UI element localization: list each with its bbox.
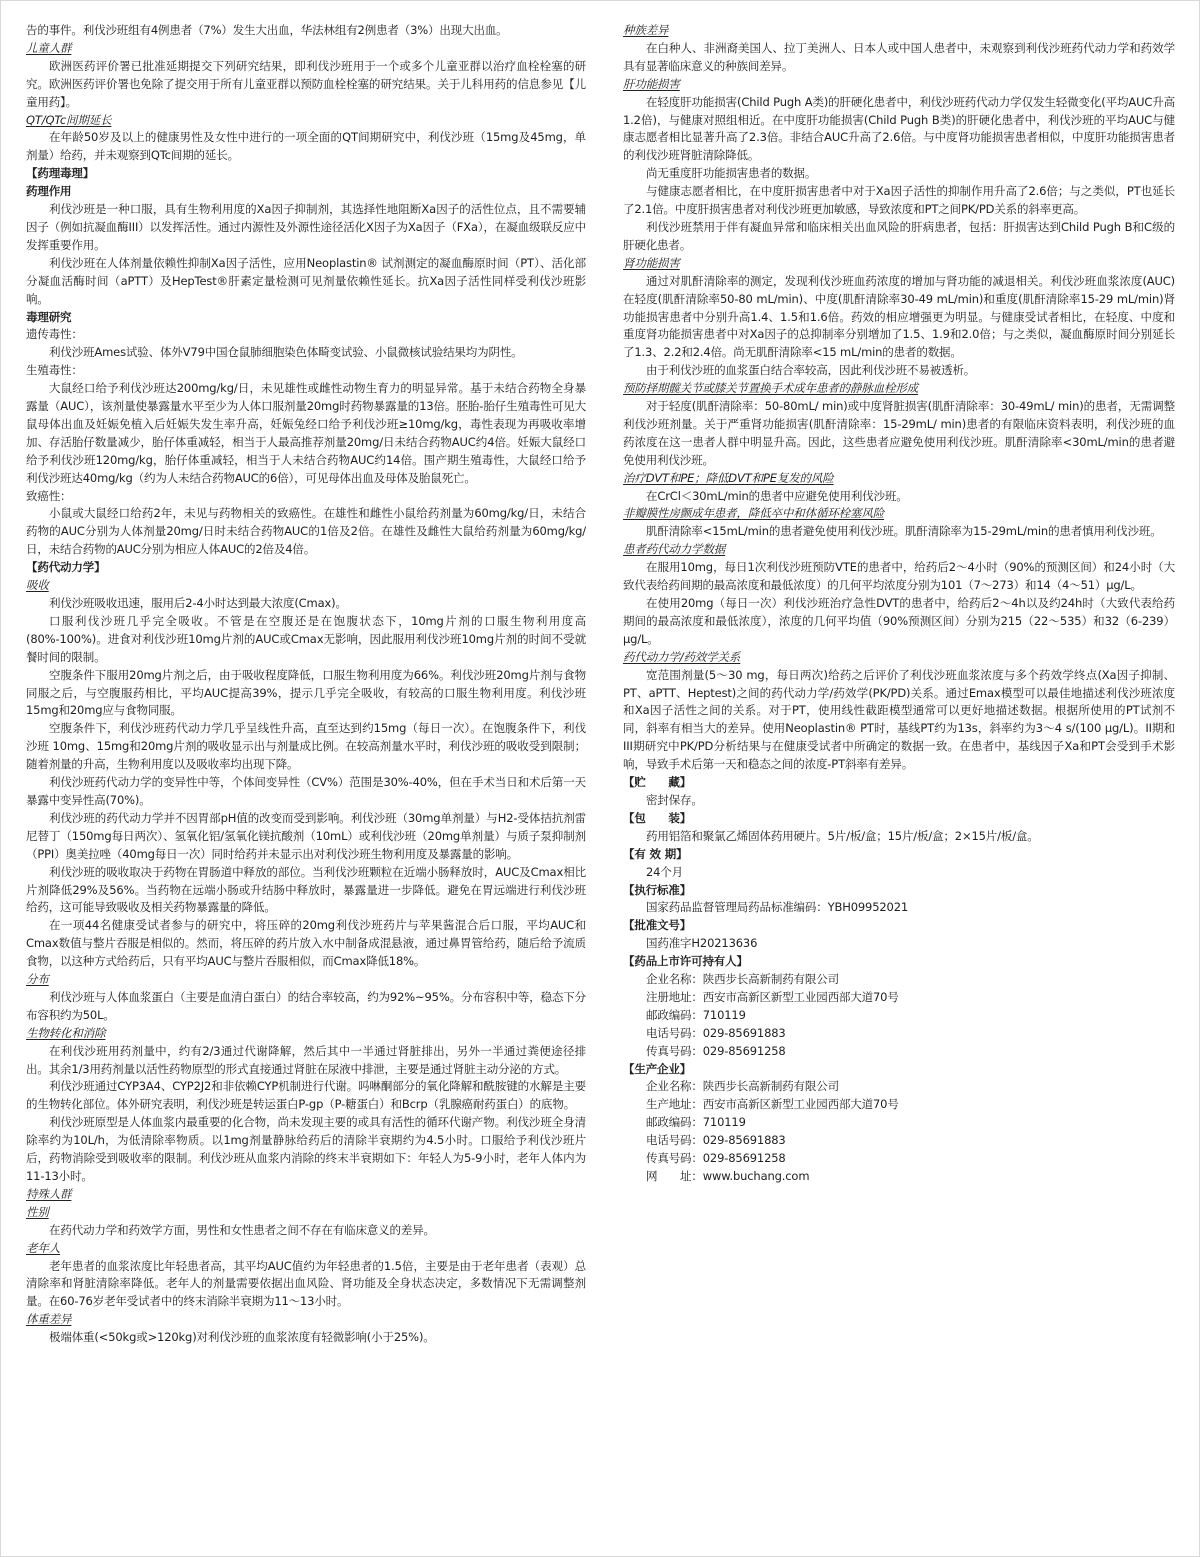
paragraph: 空腹条件下，利伐沙班药代动力学几乎呈线性升高，直至达到约15mg（每日一次）。在饱腹条件下，利伐沙班 10mg、15mg和20mg片剂的吸收显示出与剂量成比例。在较高剂量水平时，利伐沙班的吸收受到限制；随着剂量的升高，生物利用度以及吸收率均出现下降。	[26, 721, 586, 772]
paragraph: 利伐沙班通过CYP3A4、CYP2J2和非依赖CYP机制进行代谢。吗啉酮部分的氧化降解和酰胺键的水解是主要的生物转化部位。体外研究表明，利伐沙班是转运蛋白P-gp（P-糖蛋白）和Bcrp（乳腺癌耐药蛋白）的底物。	[26, 1079, 586, 1112]
section-heading: 【执行标准】	[623, 882, 692, 897]
subsection-heading: 吸收	[26, 578, 49, 593]
paragraph: 利伐沙班原型是人体血浆内最重要的化合物，尚未发现主要的或具有活性的循环代谢产物。利伐沙班全身清除率约为10L/h，为低清除率物质。以1mg剂量静脉给药后的清除半衰期约为4.5小时。口服给予利伐沙班片后，药物消除受到吸收率的限制。利伐沙班从血浆内消除的终末半衰期如下：年轻人为5-9小时，老年人体内为11-13小时。	[26, 1115, 586, 1183]
section-heading: 【批准文号】	[623, 918, 692, 933]
section-heading: 【药代动力学】	[26, 560, 106, 575]
section-heading: 药理作用	[26, 184, 72, 199]
paragraph: 邮政编码：710119	[646, 1115, 746, 1130]
paragraph: 药用铝箔和聚氯乙烯固体药用硬片。5片/板/盒；15片/板/盒；2×15片/板/盒。	[646, 828, 1039, 843]
sub-label: 致癌性：	[26, 488, 72, 503]
subsection-heading: 肾功能损害	[623, 255, 680, 270]
paragraph: 邮政编码：710119	[646, 1007, 746, 1022]
subsection-heading: 性别	[26, 1204, 49, 1219]
paragraph: 利伐沙班的吸收取决于药物在胃肠道中释放的部位。当利伐沙班颗粒在近端小肠释放时，AUC及Cmax相比片剂降低29%及56%。当药物在远端小肠或升结肠中释放时，暴露量进一步降低。避免在胃远端进行利伐沙班给药，这可能导致吸收及相关药物暴露量的降低。	[26, 864, 586, 915]
paragraph: 国药准字H20213636	[646, 936, 758, 951]
section-heading: 【生产企业】	[623, 1061, 692, 1076]
paragraph: 传真号码：029-85691258	[646, 1043, 786, 1058]
subsection-heading: 分布	[26, 972, 49, 987]
subsection-heading: 肝功能损害	[623, 76, 680, 91]
subsection-heading: 生物转化和消除	[26, 1025, 106, 1040]
paragraph: 尚无重度肝功能损害患者的数据。	[646, 166, 817, 181]
paragraph: 欧洲医药评价署已批准延期提交下列研究结果，即利伐沙班用于一个或多个儿童亚群以治疗血栓栓塞的研究。欧洲医药评价署也免除了提交用于所有儿童亚群以预防血栓栓塞的研究结果。关于儿科用药的信息参见【儿童用药】。	[26, 58, 586, 109]
paragraph: 24个月	[646, 864, 684, 879]
section-heading: 【有 效 期】	[623, 846, 688, 861]
paragraph: 电话号码：029-85691883	[646, 1025, 786, 1040]
paragraph: 利伐沙班是一种口服，具有生物利用度的Xa因子抑制剂，其选择性地阻断Xa因子的活性位点，且不需要辅因子（例如抗凝血酶III）以发挥活性。通过内源性及外源性途径活化X因子为Xa因子（FXa），在凝血级联反应中发挥重要作用。	[26, 202, 586, 252]
sub-label: 遗传毒性：	[26, 327, 83, 342]
paragraph: 密封保存。	[646, 792, 703, 807]
paragraph: 在CrCl＜30mL/min的患者中应避免使用利伐沙班。	[646, 488, 908, 503]
paragraph: 利伐沙班与人体血浆蛋白（主要是血清白蛋白）的结合率较高，约为92%~95%。分布容积中等，稳态下分布容积约为50L。	[26, 989, 586, 1022]
paragraph: 口服利伐沙班几乎完全吸收。不管是在空腹还是在饱腹状态下，10mg片剂的口服生物利用度高(80%-100%)。进食对利伐沙班10mg片剂的AUC或Cmax无影响，因此服用利伐沙班10mg片剂的时间不受就餐时间的限制。	[26, 613, 586, 664]
paragraph: 通过对肌酐清除率的测定，发现利伐沙班血药浓度的增加与肾功能的减退相关。利伐沙班血浆浓度(AUC)在轻度(肌酐清除率50-80 mL/min)、中度(肌酐清除率30-49 mL/min)和重度(肌酐清除率15-29 mL/min)肾功能损害患者中分别升高1.4、1.5和1.6倍。药效的相应增强更为明显。与健康受试者相比，在轻度、中度和重度肾功能损害患者中对Xa因子的总抑制率分别增加了1.5、1.9和2.0倍；与之类似，凝血酶原时间分别延长了1.3、2.2和2.4倍。尚无肌酐清除率<15 mL/min的患者的数据。	[623, 273, 1175, 360]
paragraph: 利伐沙班吸收迅速，服用后2-4小时达到最大浓度(Cmax)。	[49, 596, 347, 610]
subsection-heading: 老年人	[26, 1240, 61, 1255]
subsection-heading: QT/QTc间期延长	[26, 112, 112, 127]
section-heading: 【药品上市许可持有人】	[623, 954, 748, 969]
paragraph: 与健康志愿者相比，在中度肝损害患者中对于Xa因子活性的抑制作用升高了2.6倍；与之类似，PT也延长了2.1倍。中度肝损害患者对利伐沙班更加敏感，导致浓度和PT之间PK/PD关系的斜率更高。	[623, 184, 1175, 217]
section-heading: 【药理毒理】	[26, 166, 95, 181]
paragraph: 注册地址：西安市高新区新型工业园西部大道70号	[646, 989, 899, 1004]
paragraph: 在利伐沙班用药剂量中，约有2/3通过代谢降解，然后其中一半通过肾脏排出，另外一半通过粪便途径排出。其余1/3用药剂量以活性药物原型的形式直接通过肾脏在尿液中排泄，主要是通过肾脏主动分泌的方式。	[26, 1043, 586, 1076]
paragraph: 在服用10mg，每日1次利伐沙班预防VTE的患者中，给药后2～4小时（90%的预测区间）和24小时（大致代表给药间期的最高浓度和最低浓度）的几何平均浓度分别为101（7～273）和14（4～51）μg/L。	[623, 560, 1175, 593]
subsection-heading: 特殊人群	[26, 1186, 72, 1201]
subsection-heading: 治疗DVT和PE；降低DVT和PE复发的风险	[623, 470, 834, 485]
paragraph: 肌酐清除率<15mL/min的患者避免使用利伐沙班。肌酐清除率为15-29mL/min的患者慎用利伐沙班。	[646, 524, 1162, 539]
subsection-heading: 种族差异	[623, 23, 669, 37]
paragraph: 国家药品监督管理局药品标准编码：YBH09952021	[646, 900, 909, 915]
paragraph: 在年龄50岁及以上的健康男性及女性中进行的一项全面的QT间期研究中，利伐沙班（15mg及45mg，单剂量）给药，并未观察到QTc间期的延长。	[26, 130, 586, 163]
paragraph: 大鼠经口给予利伐沙班达200mg/kg/日，未见雄性或雌性动物生育力的明显异常。基于未结合药物全身暴露量（AUC），该剂量使暴露量水平至少为人体口服剂量20mg时药物暴露量的13倍。胚胎-胎仔生殖毒性可见大鼠母体出血及妊娠免植入后妊娠失发生率升高，妊娠兔经口给予利伐沙班≥10mg/kg，毒性表现为再吸收率增加、存活胎仔数量减少，胎仔体重减轻，相当于人最高推荐剂量20mg/日未结合药物AUC约4倍。妊娠大鼠经口给予利伐沙班120mg/kg，胎仔体重减轻，相当于人未结合药物AUC约14倍。围产期生殖毒性，大鼠经口给予利伐沙班达40mg/kg（约为人未结合药物AUC的6倍），可见母体出血及母体及胎鼠死亡。	[26, 381, 586, 485]
sub-label: 生殖毒性：	[26, 363, 83, 378]
paragraph: 企业名称：陕西步长高新制药有限公司	[646, 1079, 839, 1094]
section-heading: 毒理研究	[26, 309, 72, 324]
paragraph: 利伐沙班在人体剂量依赖性抑制Xa因子活性，应用Neoplastin® 试剂测定的凝血酶原时间（PT）、活化部分凝血活酶时间（aPTT）及HepTest®肝素定量检测可见剂量依赖性延长。抗Xa因子活性同样受利伐沙班影响。	[26, 255, 586, 306]
subsection-heading: 药代动力学/药效学关系	[623, 649, 741, 664]
subsection-heading: 非瓣膜性房颤成年患者，降低卒中和体循环栓塞风险	[623, 506, 885, 521]
paragraph: 在白种人、非洲裔美国人、拉丁美洲人、日本人或中国人患者中，未观察到利伐沙班药代动力学和药效学具有显著临床意义的种族间差异。	[623, 40, 1175, 73]
paragraph: 利伐沙班的药代动力学并不因胃部pH值的改变而受到影响。利伐沙班（30mg单剂量）与H2-受体拮抗剂雷尼替丁（150mg每日两次）、氢氧化铝/氢氧化镁抗酸剂（10mL）或利伐沙班（20mg单剂量）与质子泵抑制剂（PPI）奥美拉唑（40mg每日一次）同时给药并未显示出对利伐沙班生物利用度及暴露量的影响。	[26, 810, 586, 861]
paragraph: 由于利伐沙班的血浆蛋白结合率较高，因此利伐沙班不易被透析。	[646, 363, 976, 378]
paragraph: 利伐沙班禁用于伴有凝血异常和临床相关出血风险的肝病患者，包括：肝损害达到Child Pugh B和C级的肝硬化患者。	[623, 219, 1175, 252]
paragraph: 空腹条件下服用20mg片剂之后，由于吸收程度降低，口服生物利用度为66%。利伐沙班20mg片剂与食物同服之后，与空腹服药相比，平均AUC提高39%，提示几乎完全吸收，有较高的口服生物利用度。利伐沙班 15mg和20mg应与食物同服。	[26, 667, 586, 718]
section-heading: 【贮 藏】	[623, 775, 692, 790]
subsection-heading: 预防择期髋关节或膝关节置换手术成年患者的静脉血栓形成	[623, 381, 919, 396]
paragraph: 对于轻度(肌酐清除率：50-80mL/ min)或中度肾脏损害(肌酐清除率：30-49mL/ min)的患者，无需调整利伐沙班剂量。关于严重肾功能损害(肌酐清除率：15-29mL/ min)患者的有限临床资料表明，利伐沙班的血药浓度在这一患者人群中明显升高。因此，这些患者应避免使用利伐沙班。肌酐清除率<30mL/min的患者避免使用利伐沙班。	[623, 399, 1175, 467]
paragraph: 企业名称：陕西步长高新制药有限公司	[646, 972, 839, 987]
section-heading: 【包 装】	[623, 810, 692, 825]
left-column	[26, 22, 586, 1542]
paragraph: 在轻度肝功能损害(Child Pugh A类)的肝硬化患者中，利伐沙班药代动力学仅发生轻微变化(平均AUC升高1.2倍)，与健康对照组相近。在中度肝功能损害(Child Pugh B类)的肝硬化患者中，利伐沙班的平均AUC与健康志愿者相比显著升高了2.3倍。非结合AUC升高了2.6倍。与中度肾功能损害患者相似，中度肝功能损害患者的利伐沙班肾脏清除降低。	[623, 94, 1175, 163]
paragraph: 小鼠或大鼠经口给药2年，未见与药物相关的致癌性。在雄性和雌性小鼠给药剂量为60mg/kg/日，未结合药物的AUC分别为人体剂量20mg/日时未结合药物AUC的1倍及2倍。在雄性及雌性大鼠给药剂量为60mg/kg/日，未结合药物的AUC分别为相应人体AUC的2倍及4倍。	[26, 506, 586, 557]
paragraph: 老年患者的血浆浓度比年轻患者高，其平均AUC值约为年轻患者的1.5倍，主要是由于老年患者（表观）总清除率和肾脏清除率降低。老年人的剂量需要依据出血风险、肾功能及全身状态决定，多数情况下无需调整剂量。在60-76岁老年受试者中的终末消除半衰期为11～13小时。	[26, 1258, 586, 1309]
paragraph: 极端体重(<50kg或>120kg)对利伐沙班的血浆浓度有轻微影响(小于25%)。	[49, 1330, 435, 1345]
paragraph: 生产地址：西安市高新区新型工业园西部大道70号	[646, 1097, 899, 1112]
subsection-heading: 患者药代动力学数据	[623, 542, 726, 557]
subsection-heading: 体重差异	[26, 1312, 72, 1327]
paragraph: 告的事件。利伐沙班组有4例患者（7%）发生大出血，华法林组有2例患者（3%）出现大出血。	[26, 23, 508, 37]
right-column	[623, 22, 1175, 1542]
paragraph: 宽范围剂量(5～30 mg，每日两次)给药之后评价了利伐沙班血浆浓度与多个药效学终点(Xa因子抑制、PT、aPTT、Heptest)之间的药代动力学/药效学(PK/PD)关系。通过Emax模型可以最佳地描述利伐沙班浓度和Xa因子活性之间的关系。对于PT，使用线性截距模型通常可以更好地描述数据。根据所使用的PT试剂不同，斜率有相当大的差异。使用Neoplastin® PT时，基线PT约为13s，斜率约为3～4 s/(100 μg/L)。II期和III期研究中PK/PD分析结果与在健康受试者中所确定的数据一致。在患者中，基线因子Xa和PT会受到手术影响，导致手术后第一天和稳态之间的浓度-PT斜率有差异。	[623, 667, 1175, 772]
paragraph: 传真号码：029-85691258	[646, 1151, 786, 1166]
paragraph: 网 址：www.buchang.com	[646, 1169, 810, 1183]
paragraph: 在使用20mg（每日一次）利伐沙班治疗急性DVT的患者中，给药后2～4h以及约24h时（大致代表给药期间的最高浓度和最低浓度），浓度的几何平均值（90%预测区间）分别为215（22～535）和32（6-239）μg/L。	[623, 596, 1175, 646]
paragraph: 利伐沙班Ames试验、体外V79中国仓鼠肺细胞染色体畸变试验、小鼠微核试验结果均为阴性。	[49, 345, 523, 360]
paragraph: 电话号码：029-85691883	[646, 1133, 786, 1148]
subsection-heading: 儿童人群	[26, 40, 72, 55]
paragraph: 在一项44名健康受试者参与的研究中，将压碎的20mg利伐沙班药片与苹果酱混合后口服，平均AUC和Cmax数值与整片吞服是相似的。然而，将压碎的药片放入水中制备成混悬液，通过鼻胃管给药，随后给予流质食物，以这种方式给药后，只有平均AUC与整片吞服相似，而Cmax降低18%。	[26, 918, 586, 969]
paragraph: 在药代动力学和药效学方面，男性和女性患者之间不存在有临床意义的差异。	[49, 1222, 435, 1237]
paragraph: 利伐沙班药代动力学的变异性中等，个体间变异性（CV%）范围是30%-40%，但在手术当日和术后第一天暴露中变异性高(70%)。	[26, 775, 586, 807]
